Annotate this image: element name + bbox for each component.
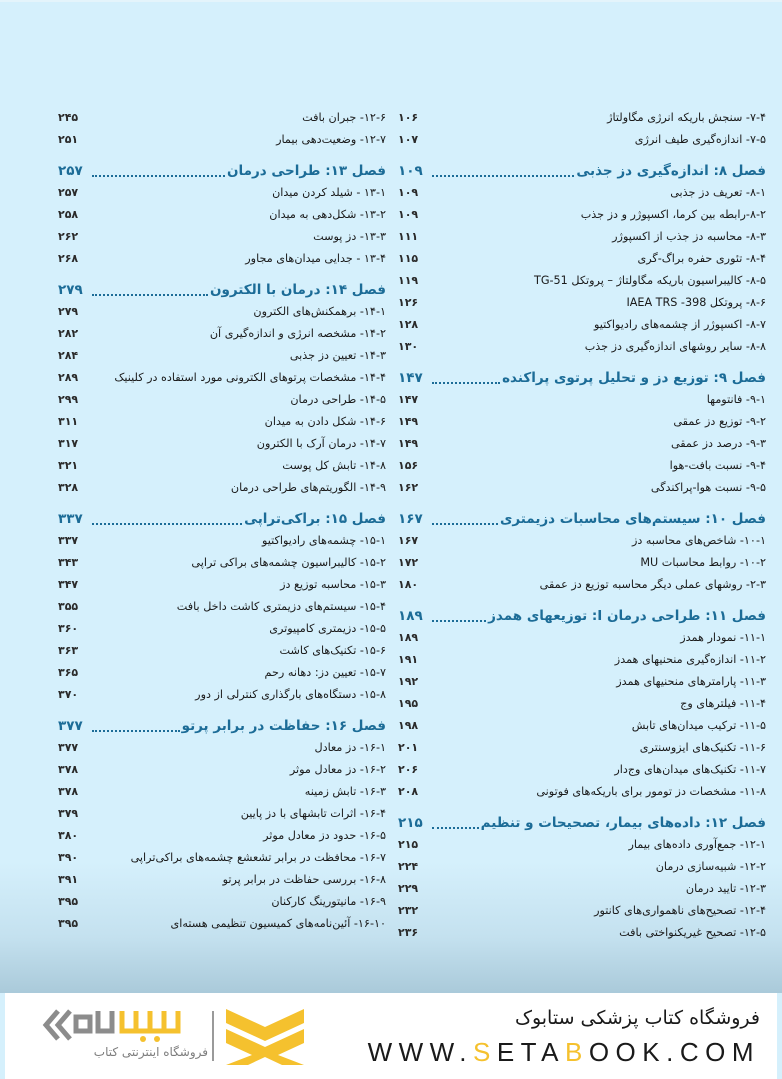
chapter-page-number: ۱۶۷ (398, 511, 423, 527)
store-footer (0, 993, 782, 1079)
chapter-page-number: ۱۰۹ (398, 163, 423, 179)
toc-entry[interactable] (58, 552, 386, 574)
toc-entry[interactable] (398, 314, 766, 336)
toc-chapter (398, 367, 766, 499)
entry-page-number: ۱۵۶ (398, 459, 419, 472)
entry-page-number: ۲۲۴ (398, 860, 419, 873)
toc-chapter (58, 508, 386, 706)
toc-entry[interactable] (398, 226, 766, 248)
entry-label: ۱۵-۶- تکنیک‌های کاشت (279, 644, 386, 657)
chapter-page-number: ۱۴۷ (398, 370, 423, 386)
toc-entry[interactable] (58, 367, 386, 389)
entry-page-number: ۳۲۱ (58, 459, 79, 472)
setabook-logo[interactable] (42, 1005, 304, 1071)
entry-label: ۱۲-۱- جمع‌آوری داده‌های بیمار (628, 838, 766, 851)
toc-entry[interactable] (398, 129, 766, 151)
entry-page-number: ۳۲۸ (58, 481, 79, 494)
toc-left-column (58, 107, 386, 944)
entry-label: ۱۵-۷- تعیین دز: دهانه رحم (264, 666, 386, 679)
entry-page-number: ۲۳۶ (398, 926, 419, 939)
toc-entry[interactable] (58, 869, 386, 891)
entry-page-number: ۲۷۹ (58, 305, 79, 318)
entry-label: ۸-۸- سایر روشهای اندازه‌گیری دز جذب (584, 340, 766, 353)
toc-chapter (398, 160, 766, 358)
entry-label: ۱۵-۳- محاسبه توزیع دز (280, 578, 386, 591)
chapter-heading[interactable] (398, 160, 766, 182)
entry-label: ۱۴-۵- طراحی درمان (290, 393, 386, 406)
entry-label: ۹-۳- درصد دز عمقی (670, 437, 766, 450)
entry-label: ۹-۴- نسبت بافت-هوا (669, 459, 766, 472)
toc-entry[interactable] (58, 323, 386, 345)
entry-label: ۸-۲-رابطه بین کرما، اکسپوژر و دز جذب (580, 208, 766, 221)
toc-entry[interactable] (58, 618, 386, 640)
toc-chapter (58, 715, 386, 935)
entry-page-number: ۱۰۶ (398, 111, 419, 124)
toc-entry[interactable] (398, 248, 766, 270)
logo-chevron-mark-icon (226, 1009, 304, 1065)
entry-page-number: ۱۰۹ (398, 208, 419, 221)
toc-entry[interactable] (58, 684, 386, 706)
entry-page-number: ۲۰۱ (398, 741, 419, 754)
toc-chapter (58, 107, 386, 151)
toc-entry[interactable] (398, 204, 766, 226)
entry-page-number: ۳۴۷ (58, 578, 79, 591)
entry-page-number: ۳۸۰ (58, 829, 79, 842)
entry-page-number: ۳۷۰ (58, 688, 79, 701)
chapter-heading[interactable] (398, 605, 766, 627)
toc-entry[interactable] (58, 825, 386, 847)
entry-page-number: ۱۹۵ (398, 697, 419, 710)
entry-page-number: ۱۹۱ (398, 653, 419, 666)
entry-page-number: ۳۱۱ (58, 415, 79, 428)
entry-page-number: ۲۳۲ (398, 904, 419, 917)
entry-label: ۱۳-۲- شکل‌دهی به میدان (269, 208, 386, 221)
toc-entry[interactable] (398, 411, 766, 433)
chapter-title: فصل ۱۶: حفاظت در برابر پرتو (181, 718, 386, 734)
chapter-page-number: ۳۳۷ (58, 511, 83, 527)
entry-page-number: ۳۶۰ (58, 622, 79, 635)
entry-page-number: ۱۰۷ (398, 133, 419, 146)
entry-page-number: ۱۶۷ (398, 534, 419, 547)
toc-right-column (398, 107, 766, 953)
entry-label: ۸-۷- اکسپوژر از چشمه‌های رادیواکتیو (594, 318, 766, 331)
entry-page-number: ۳۹۱ (58, 873, 79, 886)
entry-label: ۱۴-۲- مشخصه انرژی و اندازه‌گیری آن (209, 327, 386, 340)
dot-leader (432, 620, 486, 622)
toc-entry[interactable] (58, 107, 386, 129)
entry-label: ۱۶-۲- دز معادل موثر (289, 763, 386, 776)
toc-entry[interactable] (398, 292, 766, 314)
dot-leader (92, 523, 242, 525)
entry-page-number: ۱۹۸ (398, 719, 419, 732)
entry-label: ۱۱-۷- تکنیک‌های میدان‌های وج‌دار (614, 763, 766, 776)
toc-chapter (398, 508, 766, 596)
entry-page-number: ۲۵۱ (58, 133, 79, 146)
entry-label: ۱۰-۱- شاخص‌های محاسبه دز (631, 534, 766, 547)
entry-page-number: ۱۱۹ (398, 274, 419, 287)
toc-chapter (58, 279, 386, 499)
toc-entry[interactable] (58, 455, 386, 477)
entry-label: ۱۳-۱ - شیلد کردن میدان (272, 186, 386, 199)
entry-label: ۸-۴- تئوری حفره براگ-گری (637, 252, 766, 265)
toc-entry[interactable] (398, 552, 766, 574)
entry-label: ۱۲-۳- تایید درمان (685, 882, 766, 895)
toc-entry[interactable] (398, 627, 766, 649)
entry-page-number: ۳۶۵ (58, 666, 79, 679)
entry-page-number: ۱۱۵ (398, 252, 419, 265)
toc-entry[interactable] (58, 891, 386, 913)
toc-entry[interactable] (398, 182, 766, 204)
entry-page-number: ۲۲۹ (398, 882, 419, 895)
toc-entry[interactable] (58, 737, 386, 759)
entry-page-number: ۲۶۸ (58, 252, 79, 265)
toc-entry[interactable] (58, 389, 386, 411)
entry-page-number: ۱۹۲ (398, 675, 419, 688)
entry-label: ۹-۲- توزیع دز عمقی (673, 415, 766, 428)
entry-page-number: ۱۸۰ (398, 578, 419, 591)
toc-entry[interactable] (58, 847, 386, 869)
toc-entry[interactable] (58, 530, 386, 552)
entry-page-number: ۳۵۵ (58, 600, 79, 613)
entry-label: ۱۲-۲- شبیه‌سازی درمان (655, 860, 766, 873)
chapter-page-number: ۲۵۷ (58, 163, 83, 179)
entry-page-number: ۳۱۷ (58, 437, 79, 450)
entry-page-number: ۳۷۸ (58, 763, 79, 776)
dot-leader (432, 523, 498, 525)
entry-label: ۱۶-۱- دز معادل (314, 741, 386, 754)
toc-entry[interactable] (398, 922, 766, 944)
toc-entry[interactable] (58, 913, 386, 935)
entry-label: ۷-۵- اندازه‌گیری طیف انرژی (634, 133, 766, 146)
entry-page-number: ۲۰۸ (398, 785, 419, 798)
toc-chapter (398, 605, 766, 803)
chapter-title: فصل ۹: توزیع دز و تحلیل پرتوی پراکنده (502, 370, 766, 386)
store-name: فروشگاه کتاب پزشکی ستابوک (514, 1007, 760, 1029)
toc-entry[interactable] (398, 759, 766, 781)
toc-entry[interactable] (58, 226, 386, 248)
chapter-heading[interactable] (58, 508, 386, 530)
url-highlight: B (564, 1037, 589, 1067)
entry-page-number: ۲۰۶ (398, 763, 419, 776)
entry-label: ۱۶-۷- محافظت در برابر تشعشع چشمه‌های براکی‌تراپی (130, 851, 386, 864)
entry-page-number: ۲۴۵ (58, 111, 79, 124)
footer-edge-left (0, 993, 5, 1079)
chapter-heading[interactable] (398, 508, 766, 530)
entry-label: ۱۶-۵- حدود دز معادل موثر (263, 829, 386, 842)
entry-label: ۱۴-۳- تعیین دز جذبی (289, 349, 386, 362)
chapter-title: فصل ۱۲: داده‌های بیمار، تصحیحات و تنظیم (480, 815, 766, 831)
entry-page-number: ۳۹۵ (58, 917, 79, 930)
entry-label: ۱۱-۸- مشخصات دز تومور برای باریکه‌های فوتونی (536, 785, 766, 798)
entry-page-number: ۱۱۱ (398, 230, 419, 243)
entry-label: ۲-۳- روشهای عملی دیگر محاسبه توزیع دز عمقی (539, 578, 766, 591)
toc-entry[interactable] (58, 433, 386, 455)
toc-chapter (58, 160, 386, 270)
entry-label: ۱۱-۶- تکنیک‌های ایزوسنتری (639, 741, 766, 754)
entry-label: ۱۴-۴- مشخصات پرتوهای الکترونی مورد استفاده در کلینیک (114, 371, 386, 384)
entry-page-number: ۲۱۵ (398, 838, 419, 851)
entry-label: ۸-۵- کالیبراسیون باریکه مگاولتاژ – پروتکل TG-51 (534, 274, 766, 287)
entry-label: ۱۶-۹- مانیتورینگ کارکنان (271, 895, 386, 908)
entry-label: ۱۳-۴ - جدایی میدان‌های مجاور (245, 252, 386, 265)
toc-entry[interactable] (398, 878, 766, 900)
entry-page-number: ۱۶۲ (398, 481, 419, 494)
toc-entry[interactable] (398, 649, 766, 671)
entry-page-number: ۳۷۹ (58, 807, 79, 820)
chapter-title: فصل ۱۵: براکی‌تراپی (244, 511, 386, 527)
logo-divider (212, 1011, 214, 1061)
entry-page-number: ۳۶۳ (58, 644, 79, 657)
entry-label: ۷-۴- سنجش باریکه انرژی مگاولتاژ (607, 111, 766, 124)
toc-entry[interactable] (58, 301, 386, 323)
entry-label: ۱۴-۶- شکل دادن به میدان (264, 415, 386, 428)
toc-entry[interactable] (58, 596, 386, 618)
entry-label: ۹-۱- فانتومها (706, 393, 766, 406)
logo-wordmark-icon (42, 1005, 207, 1045)
entry-label: ۱۴-۸- تابش کل پوست (282, 459, 386, 472)
chapter-heading[interactable] (398, 812, 766, 834)
entry-label: ۱۶-۸- بررسی حفاظت در برابر پرتو (222, 873, 386, 886)
toc-entry[interactable] (398, 477, 766, 499)
entry-label: ۱۵-۱- چشمه‌های رادیواکتیو (261, 534, 386, 547)
store-url-link[interactable] (368, 1037, 760, 1068)
entry-label: ۱۶-۴- اثرات تابشهای با دز پایین (240, 807, 386, 820)
url-highlight: S (473, 1037, 497, 1067)
entry-page-number: ۱۴۷ (398, 393, 419, 406)
entry-page-number: ۲۹۹ (58, 393, 79, 406)
entry-label: ۱۱-۳- پارامترهای منحنیهای همدز (616, 675, 766, 688)
dot-leader (92, 294, 208, 296)
toc-chapter (398, 812, 766, 944)
dot-leader (92, 730, 180, 732)
entry-page-number: ۳۳۷ (58, 534, 79, 547)
entry-label: ۱۵-۸- دستگاه‌های بارگذاری کنترلی از دور (195, 688, 386, 701)
toc-entry[interactable] (398, 671, 766, 693)
url-part: WWW. (367, 1037, 473, 1067)
entry-label: ۱۱-۴- فیلترهای وج (680, 697, 766, 710)
entry-page-number: ۱۲۶ (398, 296, 419, 309)
dot-leader (432, 175, 574, 177)
logo-subtitle: فروشگاه اینترنتی کتاب (93, 1045, 208, 1059)
entry-page-number: ۲۵۷ (58, 186, 79, 199)
chapter-heading[interactable] (58, 279, 386, 301)
entry-label: ۱۶-۳- تابش زمینه (304, 785, 386, 798)
entry-label: ۱۱-۱- نمودار همدز (680, 631, 766, 644)
toc-entry[interactable] (58, 803, 386, 825)
entry-page-number: ۲۸۲ (58, 327, 79, 340)
toc-entry[interactable] (398, 107, 766, 129)
toc-entry[interactable] (58, 345, 386, 367)
dot-leader (432, 827, 479, 829)
entry-label: ۱۳-۳- دز پوست (313, 230, 386, 243)
entry-label: ۱۲-۷- وضعیت‌دهی بیمار (276, 133, 386, 146)
chapter-title: فصل ۱۱: طراحی درمان I: توزیعهای همدز (488, 608, 766, 624)
entry-label: ۸-۳- محاسبه دز جذب از اکسپوژر (612, 230, 766, 243)
entry-page-number: ۱۳۰ (398, 340, 419, 353)
entry-label: ۸-۱- تعریف دز جذبی (670, 186, 766, 199)
entry-page-number: ۱۴۹ (398, 437, 419, 450)
toc-entry[interactable] (398, 270, 766, 292)
toc-entry[interactable] (58, 759, 386, 781)
entry-label: ۱۲-۵- تصحیح غیریکنواختی بافت (619, 926, 766, 939)
toc-entry[interactable] (398, 574, 766, 596)
entry-page-number: ۲۵۸ (58, 208, 79, 221)
chapter-heading[interactable] (58, 715, 386, 737)
entry-page-number: ۲۶۲ (58, 230, 79, 243)
entry-label: ۱۴-۹- الگوریتم‌های طراحی درمان (230, 481, 386, 494)
entry-label: ۱۵-۲- کالیبراسیون چشمه‌های براکی تراپی (191, 556, 386, 569)
toc-entry[interactable] (398, 737, 766, 759)
toc-entry[interactable] (58, 477, 386, 499)
toc-entry[interactable] (58, 574, 386, 596)
toc-entry[interactable] (58, 182, 386, 204)
entry-page-number: ۳۷۸ (58, 785, 79, 798)
entry-label: ۱۱-۲- اندازه‌گیری منحنیهای همدز (614, 653, 766, 666)
toc-entry[interactable] (398, 856, 766, 878)
chapter-title: فصل ۱۴: درمان با الکترون (209, 282, 386, 298)
toc-entry[interactable] (398, 834, 766, 856)
dot-leader (92, 175, 225, 177)
chapter-title: فصل ۱۳: طراحی درمان (227, 163, 386, 179)
entry-label: ۱۶-۱۰- آئین‌نامه‌های کمیسیون تنظیمی هسته‌ای (170, 917, 386, 930)
chapter-title: فصل ۸: اندازه‌گیری دز جذبی (576, 163, 766, 179)
entry-page-number: ۲۸۹ (58, 371, 79, 384)
entry-page-number: ۱۷۲ (398, 556, 419, 569)
entry-page-number: ۳۴۳ (58, 556, 79, 569)
entry-label: ۹-۵- نسبت هوا-پراکندگی (650, 481, 766, 494)
toc-entry[interactable] (58, 781, 386, 803)
toc-entry[interactable] (398, 693, 766, 715)
entry-label: ۸-۶- پروتکل IAEA TRS -398 (626, 296, 766, 309)
url-part: OOK.COM (588, 1037, 760, 1067)
entry-label: ۱۵-۵- دزیمتری کامپیوتری (269, 622, 386, 635)
toc-entry[interactable] (398, 530, 766, 552)
entry-page-number: ۱۰۹ (398, 186, 419, 199)
entry-page-number: ۳۷۷ (58, 741, 79, 754)
toc-entry[interactable] (398, 433, 766, 455)
toc-entry[interactable] (58, 662, 386, 684)
entry-page-number: ۱۲۸ (398, 318, 419, 331)
chapter-heading[interactable] (58, 160, 386, 182)
footer-edge-right (777, 993, 782, 1079)
toc-entry[interactable] (398, 715, 766, 737)
toc-entry[interactable] (398, 336, 766, 358)
toc-entry[interactable] (398, 389, 766, 411)
entry-label: ۱۴-۷- درمان آرک با الکترون (256, 437, 386, 450)
toc-entry[interactable] (58, 640, 386, 662)
toc-entry[interactable] (58, 248, 386, 270)
entry-page-number: ۱۴۹ (398, 415, 419, 428)
toc-entry[interactable] (398, 900, 766, 922)
entry-page-number: ۲۸۴ (58, 349, 79, 362)
entry-page-number: ۱۸۹ (398, 631, 419, 644)
chapter-page-number: ۳۷۷ (58, 718, 83, 734)
toc-entry[interactable] (398, 781, 766, 803)
entry-label: ۱۰-۲- روابط محاسبات MU (640, 556, 766, 569)
toc-entry[interactable] (58, 129, 386, 151)
entry-label: ۱۲-۶- جبران بافت (302, 111, 386, 124)
entry-label: ۱۲-۴- تصحیح‌های ناهمواری‌های کانتور (594, 904, 766, 917)
dot-leader (432, 382, 500, 384)
chapter-page-number: ۲۷۹ (58, 282, 83, 298)
chapter-title: فصل ۱۰: سیستم‌های محاسبات دزیمتری (500, 511, 766, 527)
chapter-page-number: ۱۸۹ (398, 608, 423, 624)
toc-chapter (398, 107, 766, 151)
chapter-heading[interactable] (398, 367, 766, 389)
url-part: ETA (496, 1037, 565, 1067)
toc-entry[interactable] (398, 455, 766, 477)
toc-entry[interactable] (58, 204, 386, 226)
toc-entry[interactable] (58, 411, 386, 433)
entry-label: ۱۴-۱- برهمکنش‌های الکترون (253, 305, 386, 318)
entry-label: ۱۵-۴- سیستم‌های دزیمتری کاشت داخل بافت (176, 600, 386, 613)
entry-page-number: ۳۹۰ (58, 851, 79, 864)
entry-label: ۱۱-۵- ترکیب میدان‌های تابش (631, 719, 766, 732)
chapter-page-number: ۲۱۵ (398, 815, 423, 831)
entry-page-number: ۳۹۵ (58, 895, 79, 908)
